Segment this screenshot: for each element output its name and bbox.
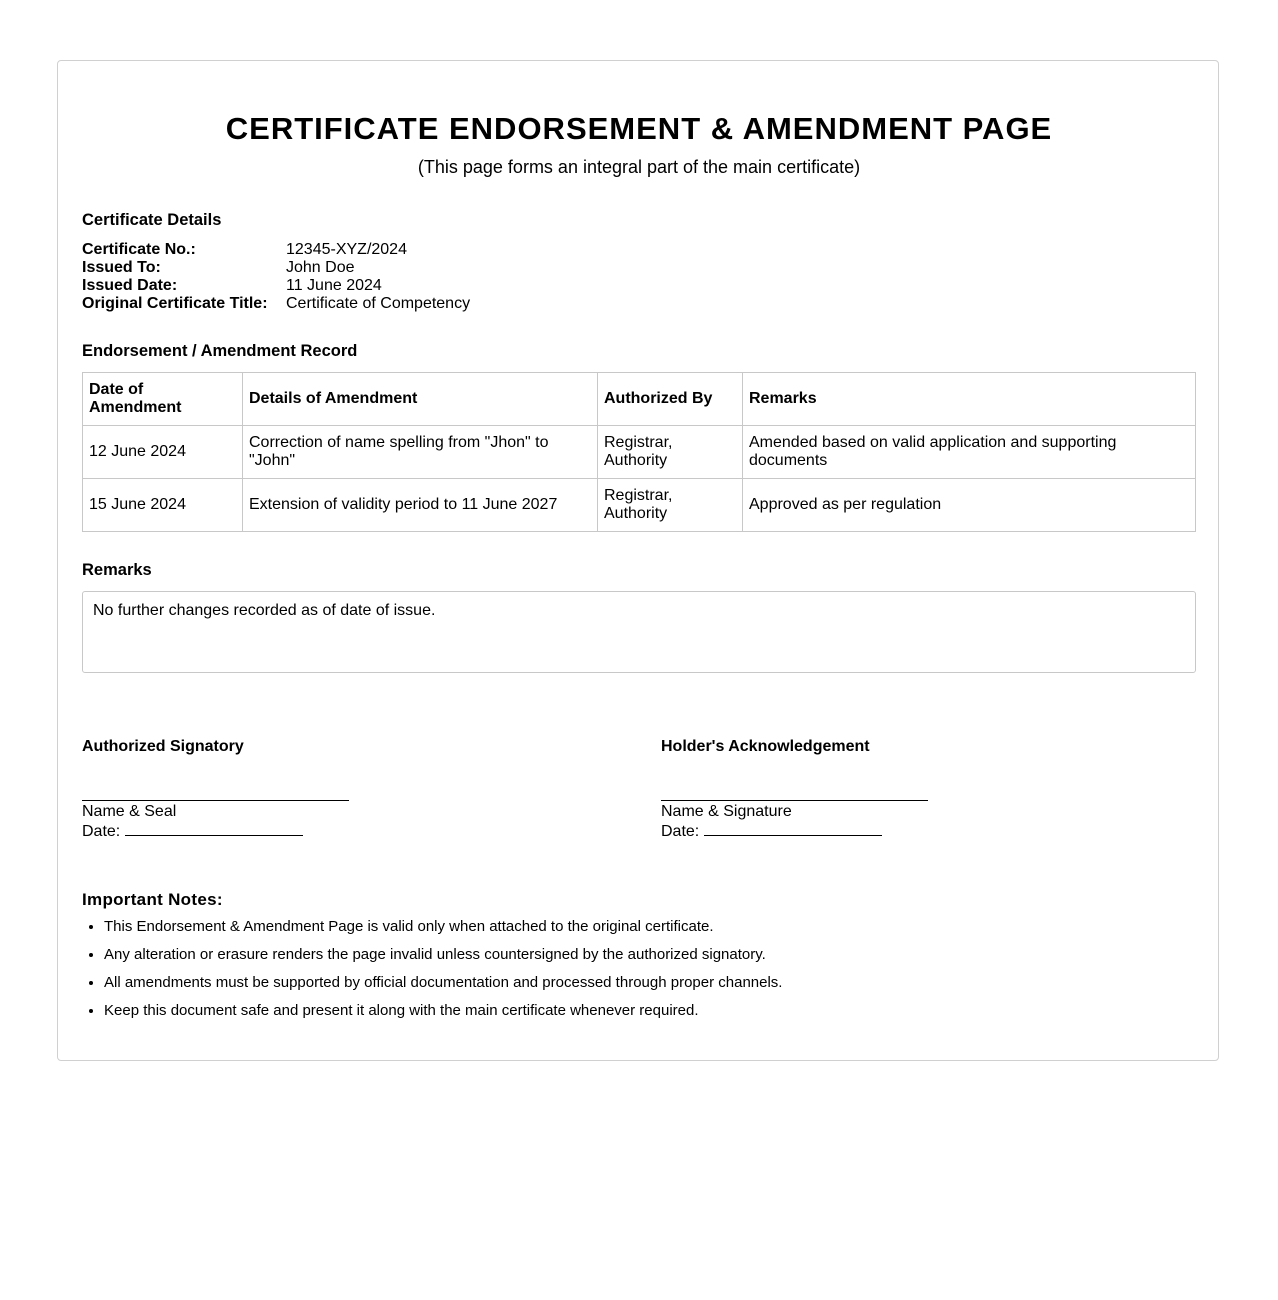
authorized-signatory-block bbox=[82, 738, 582, 841]
date-row bbox=[661, 823, 1161, 841]
cell-details: Extension of validity period to 11 June 2027 bbox=[243, 479, 598, 532]
list-item: • All amendments must be supported by official documentation and processed through proper channels. bbox=[104, 974, 782, 992]
certificate-details bbox=[82, 241, 470, 313]
date-line bbox=[125, 823, 303, 836]
certificate-page bbox=[57, 60, 1219, 1061]
remarks-box: No further changes recorded as of date of issue. bbox=[82, 591, 1196, 673]
holder-acknowledgement-block bbox=[661, 738, 1161, 841]
page-subtitle: (This page forms an integral part of the main certificate) bbox=[417, 157, 861, 177]
cell-authorized-by: Registrar, Authority bbox=[598, 479, 743, 532]
date-row bbox=[82, 823, 582, 841]
detail-row-issued-date bbox=[82, 277, 470, 295]
detail-value: Certificate of Competency bbox=[286, 295, 471, 312]
detail-label: Certificate No.: bbox=[82, 241, 196, 258]
important-notes-list bbox=[82, 918, 782, 1030]
list-item: • Keep this document safe and present it along with the main certificate whenever required. bbox=[104, 1002, 782, 1020]
detail-value: John Doe bbox=[286, 259, 355, 276]
cell-date: 12 June 2024 bbox=[83, 426, 243, 479]
detail-value: 12345-XYZ/2024 bbox=[286, 241, 407, 258]
certificate-details-heading: Certificate Details bbox=[82, 211, 222, 229]
detail-label: Issued Date: bbox=[82, 277, 178, 294]
signature-line bbox=[82, 800, 349, 801]
remarks-heading: Remarks bbox=[82, 561, 152, 579]
name-seal-label: Name & Seal bbox=[82, 803, 177, 820]
cell-remarks: Amended based on valid application and supporting documents bbox=[743, 426, 1196, 479]
table-row bbox=[83, 479, 1196, 532]
table-row bbox=[83, 426, 1196, 479]
detail-label: Issued To: bbox=[82, 259, 161, 276]
column-header-details: Details of Amendment bbox=[243, 373, 598, 426]
date-label: Date: bbox=[661, 823, 700, 840]
important-notes-heading: Important Notes: bbox=[82, 890, 223, 909]
column-header-date: Date of Amendment bbox=[83, 373, 243, 426]
authorized-signatory-heading: Authorized Signatory bbox=[82, 738, 244, 755]
signature-line bbox=[661, 800, 928, 801]
amendment-record-heading: Endorsement / Amendment Record bbox=[82, 342, 358, 360]
column-header-remarks: Remarks bbox=[743, 373, 1196, 426]
amendment-table bbox=[82, 372, 1196, 532]
name-signature-label: Name & Signature bbox=[661, 803, 792, 820]
detail-row-certificate-no bbox=[82, 241, 470, 259]
cell-details: Correction of name spelling from "Jhon" to "John" bbox=[243, 426, 598, 479]
cell-remarks: Approved as per regulation bbox=[743, 479, 1196, 532]
cell-date: 15 June 2024 bbox=[83, 479, 243, 532]
cell-authorized-by: Registrar, Authority bbox=[598, 426, 743, 479]
detail-value: 11 June 2024 bbox=[286, 277, 382, 294]
table-header-row bbox=[83, 373, 1196, 426]
detail-row-original-title bbox=[82, 295, 470, 313]
list-item: • This Endorsement & Amendment Page is valid only when attached to the original certificate. bbox=[104, 918, 782, 936]
list-item: • Any alteration or erasure renders the page invalid unless countersigned by the authorized signatory. bbox=[104, 946, 782, 964]
date-line bbox=[704, 823, 882, 836]
holder-acknowledgement-heading: Holder's Acknowledgement bbox=[661, 738, 870, 755]
detail-row-issued-to bbox=[82, 259, 470, 277]
date-label: Date: bbox=[82, 823, 121, 840]
page-title: CERTIFICATE ENDORSEMENT & AMENDMENT PAGE bbox=[225, 111, 1053, 146]
column-header-authorized-by: Authorized By bbox=[598, 373, 743, 426]
detail-label: Original Certificate Title: bbox=[82, 295, 268, 312]
